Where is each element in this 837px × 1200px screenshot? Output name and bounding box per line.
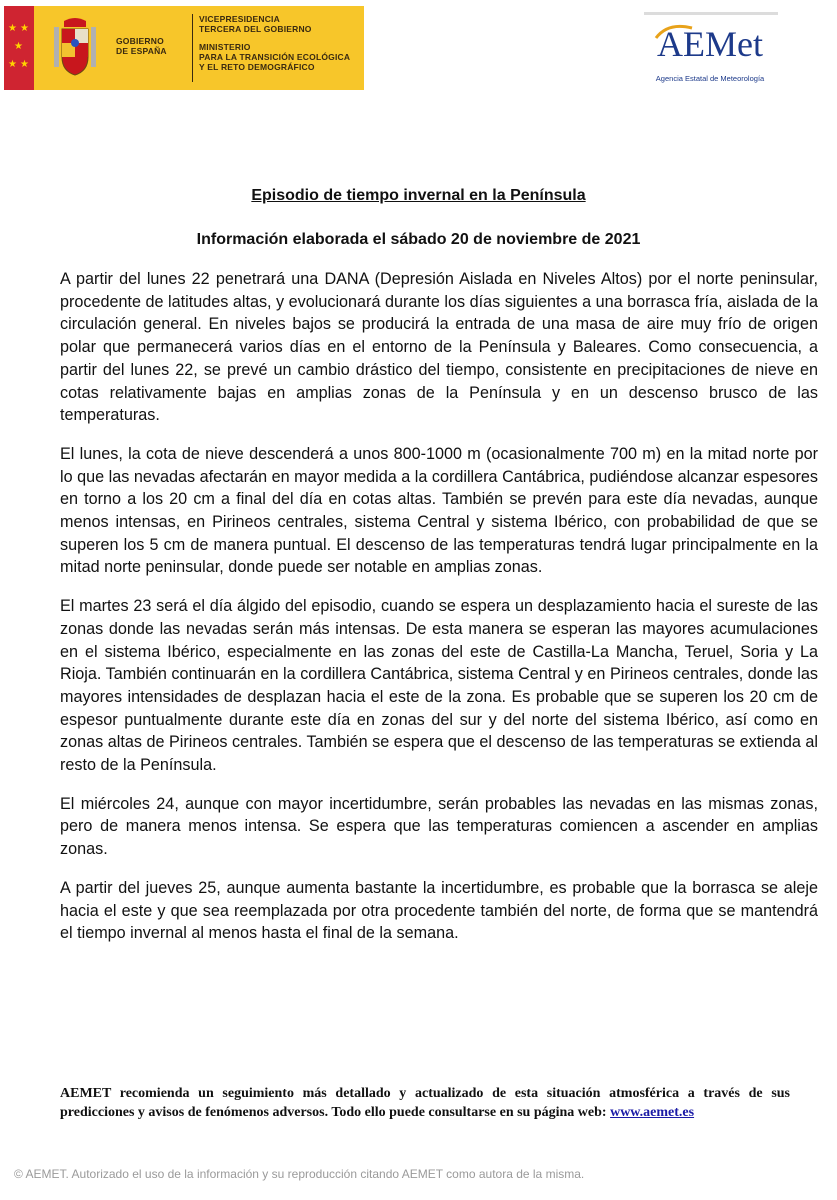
recommendation-text: AEMET recomienda un seguimiento más detallado y actualizado de esta situación atmosférica a través de sus predicciones y avisos de fenómenos adversos. Todo ello puede consultarse en su página web: xyxy=(60,1086,790,1120)
star-icon: ★ xyxy=(20,23,29,34)
government-name xyxy=(116,6,186,90)
eu-flag-strip xyxy=(4,6,34,90)
vicepresidency-line: TERCERA DEL GOBIERNO xyxy=(199,24,312,34)
divider xyxy=(192,14,193,82)
star-icon: ★ xyxy=(8,23,17,34)
government-banner xyxy=(4,6,364,90)
paragraph: El martes 23 será el día álgido del episodio, cuando se espera un desplazamiento hacia el sureste de las zonas donde las nevadas serán más intensas. De esta manera se esperan las mayores acumulaciones en el sistema Ibérico, especialmente en las zonas del este de Castilla-La Mancha, Teruel, Soria y La Rioja. También continuarán en la cordillera Cantábrica, sistema Central y en Pirineos centrales, donde las mayores intensidades de desplazan hacia el este de la zona. Es probable que se superen los 20 cm de espesor puntualmente durante este día en zonas del sur y del norte del sistema Ibérico, así como en zonas altas de Pirineos centrales. También se espera que el descenso de las temperaturas se extienda al resto de la Península. xyxy=(60,597,818,775)
recommendation-note xyxy=(60,1084,790,1122)
paragraph: A partir del jueves 25, aunque aumenta bastante la incertidumbre, es probable que la borrasca se aleje hacia el este y que sea reemplazada por otra procedente también del norte, de forma que se mantendrá el tiempo invernal al menos hasta el final de la semana. xyxy=(60,878,818,943)
copyright-footer: © AEMET. Autorizado el uso de la información y su reproducción citando AEMET como autora de la misma. xyxy=(14,1167,585,1181)
ministry-block xyxy=(199,6,350,90)
star-icon: ★ xyxy=(20,59,29,70)
vicepresidency-line: VICEPRESIDENCIA xyxy=(199,14,280,24)
coat-of-arms-icon xyxy=(52,17,98,79)
coat-of-arms xyxy=(34,6,116,90)
star-icon: ★ xyxy=(14,41,23,52)
ministry-line: PARA LA TRANSICIÓN ECOLÓGICA xyxy=(199,52,351,62)
ministry-line: Y EL RETO DEMOGRÁFICO xyxy=(199,62,315,72)
paragraph: El lunes, la cota de nieve descenderá a unos 800-1000 m (ocasionalmente 700 m) en la mitad norte por lo que las nevadas afectarán en mayor medida a la cordillera Cantábrica, pudiéndose alcanzar espesores en torno a los 20 cm a final del día en cotas altas. También se prevén para este día nevadas, aunque menos intensas, en Pirineos centrales, sistema Central y sistema Ibérico, con probabilidad de que se superen los 5 cm de manera puntual. El descenso de las temperaturas tendrá lugar principalmente en la mitad norte peninsular, donde puede ser notable en amplias zonas. xyxy=(60,444,818,577)
document-title: Episodio de tiempo invernal en la Península xyxy=(251,187,586,204)
aemet-website-link[interactable]: www.aemet.es xyxy=(610,1105,695,1120)
aemet-logo-text: AEMet xyxy=(657,24,763,64)
star-icon: ★ xyxy=(8,59,17,70)
paragraph: A partir del lunes 22 penetrará una DANA (Depresión Aislada en Niveles Altos) por el norte peninsular, procedente de latitudes altas, y evolucionará durante los días siguientes a una borrasca fría, aislada de la circulación general. En niveles bajos se producirá la entrada de una masa de aire muy frío de origen polar que permanecerá varios días en el entorno de la Península y Baleares. Como consecuencia, a partir del lunes 22, se prevé un cambio drástico del tiempo, consistente en precipitaciones de nieve en cotas relativamente bajas en amplias zonas de la Península y en un descenso brusco de las temperaturas. xyxy=(60,270,818,425)
ministry-line: MINISTERIO xyxy=(199,42,251,52)
logo-bar xyxy=(644,12,778,15)
aemet-subtitle: Agencia Estatal de Meteorología xyxy=(655,74,765,83)
gov-name-line: GOBIERNO xyxy=(116,36,164,46)
paragraph: El miércoles 24, aunque con mayor incertidumbre, serán probables las nevadas en las mismas zonas, pero de manera menos intensa. Se espera que las temperaturas comiencen a ascender en amplias zonas. xyxy=(60,794,818,859)
aemet-logo xyxy=(640,8,780,88)
gov-name-line: DE ESPAÑA xyxy=(116,46,167,56)
document-body xyxy=(60,268,818,961)
document-subtitle: Información elaborada el sábado 20 de noviembre de 2021 xyxy=(196,231,641,248)
